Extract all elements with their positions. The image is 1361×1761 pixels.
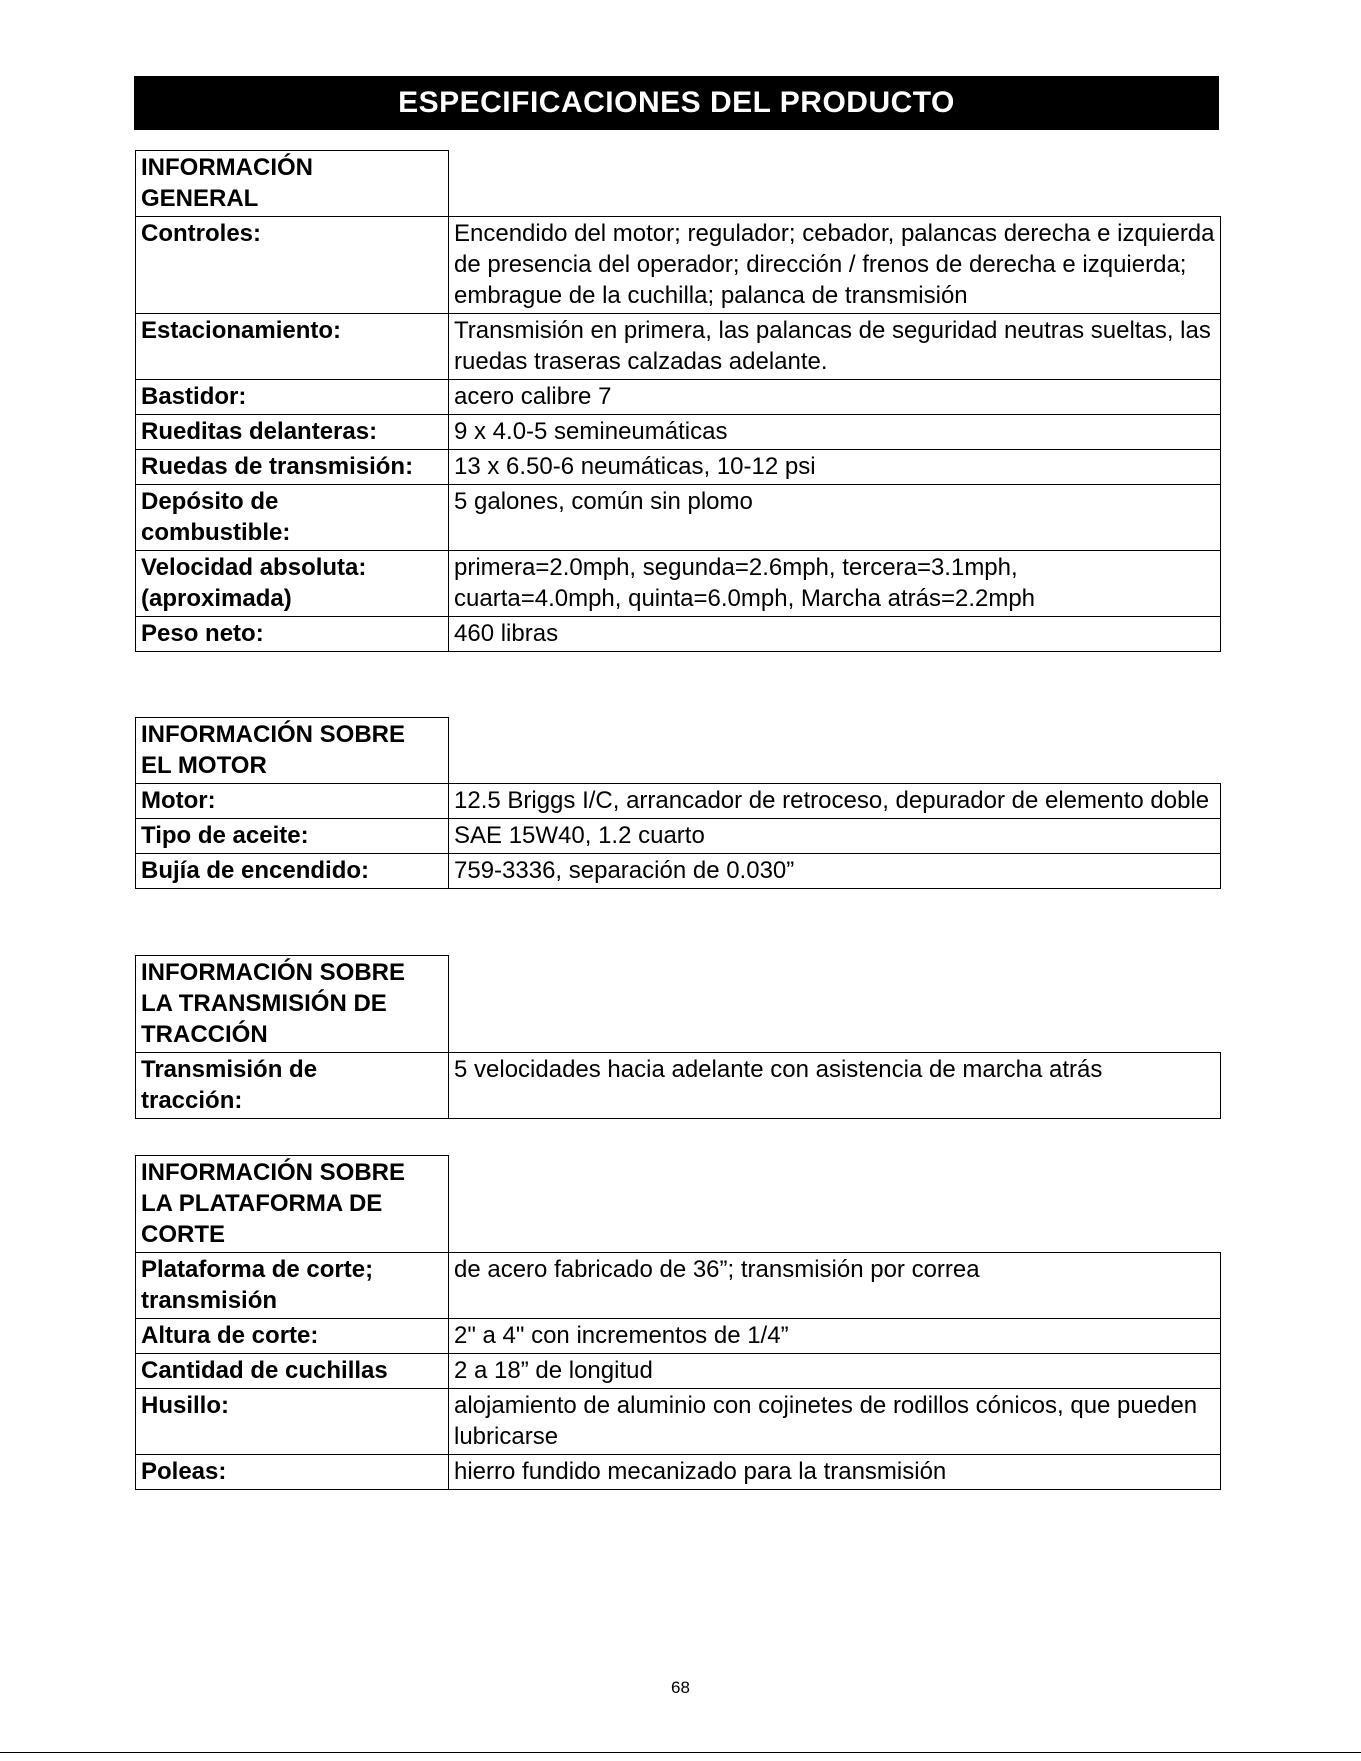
spec-value: 2" a 4" con incrementos de 1/4” — [449, 1319, 1221, 1354]
section-heading-text: INFORMACIÓN SOBRE LA PLATAFORMA DE CORTE — [141, 1159, 405, 1248]
section-heading-spacer — [449, 718, 1221, 784]
section-heading-drive — [136, 956, 449, 1053]
spec-label: Motor: — [136, 784, 449, 819]
general-info-table — [135, 150, 1221, 652]
spec-value: alojamiento de aluminio con cojinetes de rodillos cónicos, que pueden lubricarse — [449, 1389, 1221, 1455]
table-row — [136, 1253, 1221, 1319]
table-row — [136, 314, 1221, 380]
spec-value: 5 galones, común sin plomo — [449, 485, 1221, 551]
spec-value: 5 velocidades hacia adelante con asistencia de marcha atrás — [449, 1053, 1221, 1119]
table-row — [136, 784, 1221, 819]
section-heading-engine — [136, 718, 449, 784]
spec-value: Encendido del motor; regulador; cebador, palancas derecha e izquierda de presencia del operador; dirección / frenos de derecha e izquierda; embrague de la cuchilla; palanca de transmisión — [449, 217, 1221, 314]
section-heading-text: INFORMACIÓN SOBRE LA TRANSMISIÓN DE TRACCIÓN — [141, 959, 405, 1048]
spec-label: Altura de corte: — [136, 1319, 449, 1354]
spec-label — [136, 1253, 449, 1319]
table-row — [136, 551, 1221, 617]
engine-info-table — [135, 717, 1221, 889]
table-row — [136, 450, 1221, 485]
section-heading-text: INFORMACIÓN GENERAL — [141, 154, 313, 212]
spec-label — [136, 485, 449, 551]
spec-value: 12.5 Briggs I/C, arrancador de retroceso, depurador de elemento doble — [449, 784, 1221, 819]
spec-label: Tipo de aceite: — [136, 819, 449, 854]
spec-label: Controles: — [136, 217, 449, 314]
cutting-deck-table — [135, 1155, 1221, 1490]
spec-label: Husillo: — [136, 1389, 449, 1455]
spec-label — [136, 1053, 449, 1119]
table-row — [136, 415, 1221, 450]
spec-label: Ruedas de transmisión: — [136, 450, 449, 485]
spec-label: Cantidad de cuchillas — [136, 1354, 449, 1389]
table-row — [136, 1319, 1221, 1354]
table-row — [136, 485, 1221, 551]
table-row — [136, 1053, 1221, 1119]
spec-label-text: Plataforma de corte; transmisión — [141, 1256, 374, 1314]
spec-label-text: Transmisión de tracción: — [141, 1056, 318, 1114]
spec-value: SAE 15W40, 1.2 cuarto — [449, 819, 1221, 854]
spec-label: Bujía de encendido: — [136, 854, 449, 889]
section-heading-spacer — [449, 1156, 1221, 1253]
spec-value: 13 x 6.50-6 neumáticas, 10-12 psi — [449, 450, 1221, 485]
spec-label: Bastidor: — [136, 380, 449, 415]
spec-value: de acero fabricado de 36”; transmisión por correa — [449, 1253, 1221, 1319]
spec-value: 759-3336, separación de 0.030” — [449, 854, 1221, 889]
section-heading-deck — [136, 1156, 449, 1253]
section-heading-text: INFORMACIÓN SOBRE EL MOTOR — [141, 721, 405, 779]
spec-value: Transmisión en primera, las palancas de seguridad neutras sueltas, las ruedas traseras calzadas adelante. — [449, 314, 1221, 380]
table-row — [136, 854, 1221, 889]
spec-value: acero calibre 7 — [449, 380, 1221, 415]
spec-value: 2 a 18” de longitud — [449, 1354, 1221, 1389]
table-row — [136, 380, 1221, 415]
spec-label: Estacionamiento: — [136, 314, 449, 380]
spec-label: Rueditas delanteras: — [136, 415, 449, 450]
page-number: 68 — [671, 1678, 690, 1697]
bottom-rule — [0, 1752, 1361, 1753]
section-heading-spacer — [449, 151, 1221, 217]
spec-label-text: Depósito de combustible: — [141, 488, 291, 546]
table-row — [136, 1455, 1221, 1490]
spec-value: 9 x 4.0-5 semineumáticas — [449, 415, 1221, 450]
spec-label: Peso neto: — [136, 617, 449, 652]
section-heading-spacer — [449, 956, 1221, 1053]
table-row — [136, 1389, 1221, 1455]
spec-value: 460 libras — [449, 617, 1221, 652]
section-heading-general — [136, 151, 449, 217]
spec-value-text: primera=2.0mph, segunda=2.6mph, tercera=3.1mph, cuarta=4.0mph, quinta=6.0mph, Marcha atrás=2.2mph — [454, 554, 1036, 612]
spec-label-text: Velocidad absoluta: (aproximada) — [141, 554, 367, 612]
table-row — [136, 617, 1221, 652]
table-row — [136, 819, 1221, 854]
table-row — [136, 1354, 1221, 1389]
spec-label: Poleas: — [136, 1455, 449, 1490]
spec-value — [449, 551, 1221, 617]
spec-value: hierro fundido mecanizado para la transmisión — [449, 1455, 1221, 1490]
page-title: ESPECIFICACIONES DEL PRODUCTO — [134, 76, 1219, 130]
spec-label — [136, 551, 449, 617]
drive-transmission-table — [135, 955, 1221, 1119]
table-row — [136, 217, 1221, 314]
